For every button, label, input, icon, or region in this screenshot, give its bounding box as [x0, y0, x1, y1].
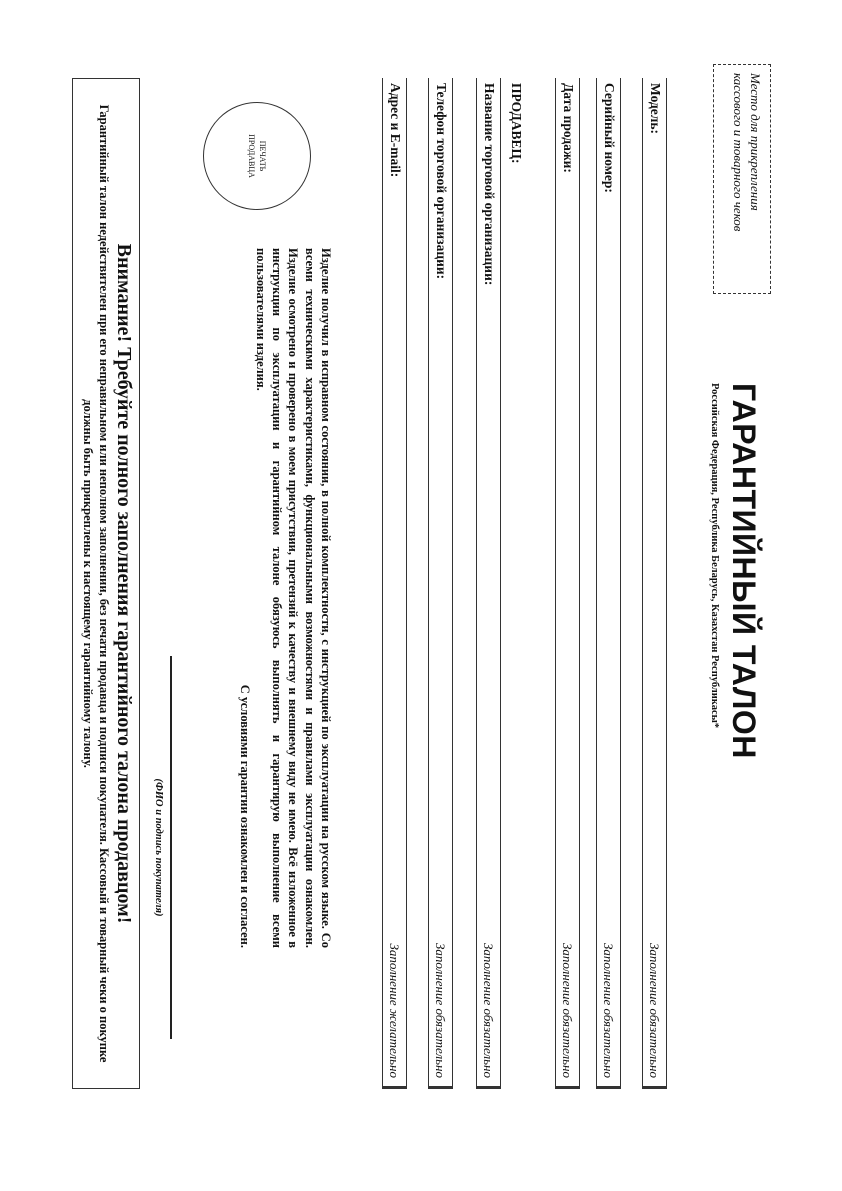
agreement-body: Изделие получил в исправном состоянии, в полной комплектности, с инструкцией по эксплуатации на русском языке. Со всеми техническими характеристиками, функциональными возможностями и правилами эксплуатации ознакомлен. Изделие осмотрено и проверено в моем присутствии, претензий к качеству и внешнему виду не имею. Всё изложенное в инструкции по эксплуатации и гарантийном талоне обязуюсь выполнять и гарантирую выполнение всеми пользователями изделия. [253, 248, 333, 948]
signature-line[interactable] [170, 656, 172, 1039]
buyer-agreement [236, 248, 334, 948]
receipt-attachment-area [713, 64, 771, 294]
document-title: ГАРАНТИЙНЫЙ ТАЛОН [726, 383, 762, 759]
org-name-note: Заполнение обязательно [481, 943, 496, 1078]
attention-title: Внимание! Требуйте полного заполнения гарантийного талона продавцом! [113, 243, 135, 924]
seller-stamp-label: ПЕЧАТЬ ПРОДАВЦА [247, 134, 267, 178]
org-name-label: Название торговой организации: [482, 83, 497, 286]
address-email-field[interactable] [382, 78, 407, 1089]
serial-number-note: Заполнение обязательно [601, 943, 616, 1078]
model-label: Модель: [648, 83, 663, 134]
attention-text: Гарантийный талон недействителен при его неправильном или неполном заполнении, без печати продавца и подписи покупателя. Кассовый и товарный чеки о покупке должны быть прикреплены к настоящему гарантийному талону. [81, 104, 111, 1063]
document-subtitle: Российская Федерация, Республика Беларусь, Казахстан Республикасы* [709, 383, 720, 729]
seller-stamp-area [203, 102, 311, 210]
org-phone-note: Заполнение обязательно [433, 943, 448, 1078]
signature-caption: (ФИО и подпись покупателя) [153, 778, 164, 917]
serial-number-label: Серийный номер: [602, 83, 617, 193]
receipt-box-line-2: кассового и товарного чеков [731, 73, 746, 232]
agreement-last-line: С условиями гарантии ознакомлен и согласен. [237, 684, 252, 948]
model-field[interactable] [642, 78, 667, 1089]
sale-date-note: Заполнение обязательно [560, 943, 575, 1078]
org-phone-label: Телефон торговой организации: [434, 83, 449, 280]
org-phone-field[interactable] [428, 78, 453, 1089]
sale-date-label: Дата продажи: [561, 83, 576, 173]
org-name-field[interactable] [476, 78, 501, 1089]
address-email-note: Заполнение желательно [387, 943, 402, 1078]
sale-date-field[interactable] [555, 78, 580, 1089]
model-note: Заполнение обязательно [647, 943, 662, 1078]
serial-number-field[interactable] [596, 78, 621, 1089]
address-email-label: Адрес и E-mail: [388, 83, 403, 178]
attention-notice [72, 78, 140, 1089]
seller-section-heading: ПРОДАВЕЦ: [509, 83, 524, 164]
receipt-box-line-1: Место для прикрепления [748, 73, 763, 211]
